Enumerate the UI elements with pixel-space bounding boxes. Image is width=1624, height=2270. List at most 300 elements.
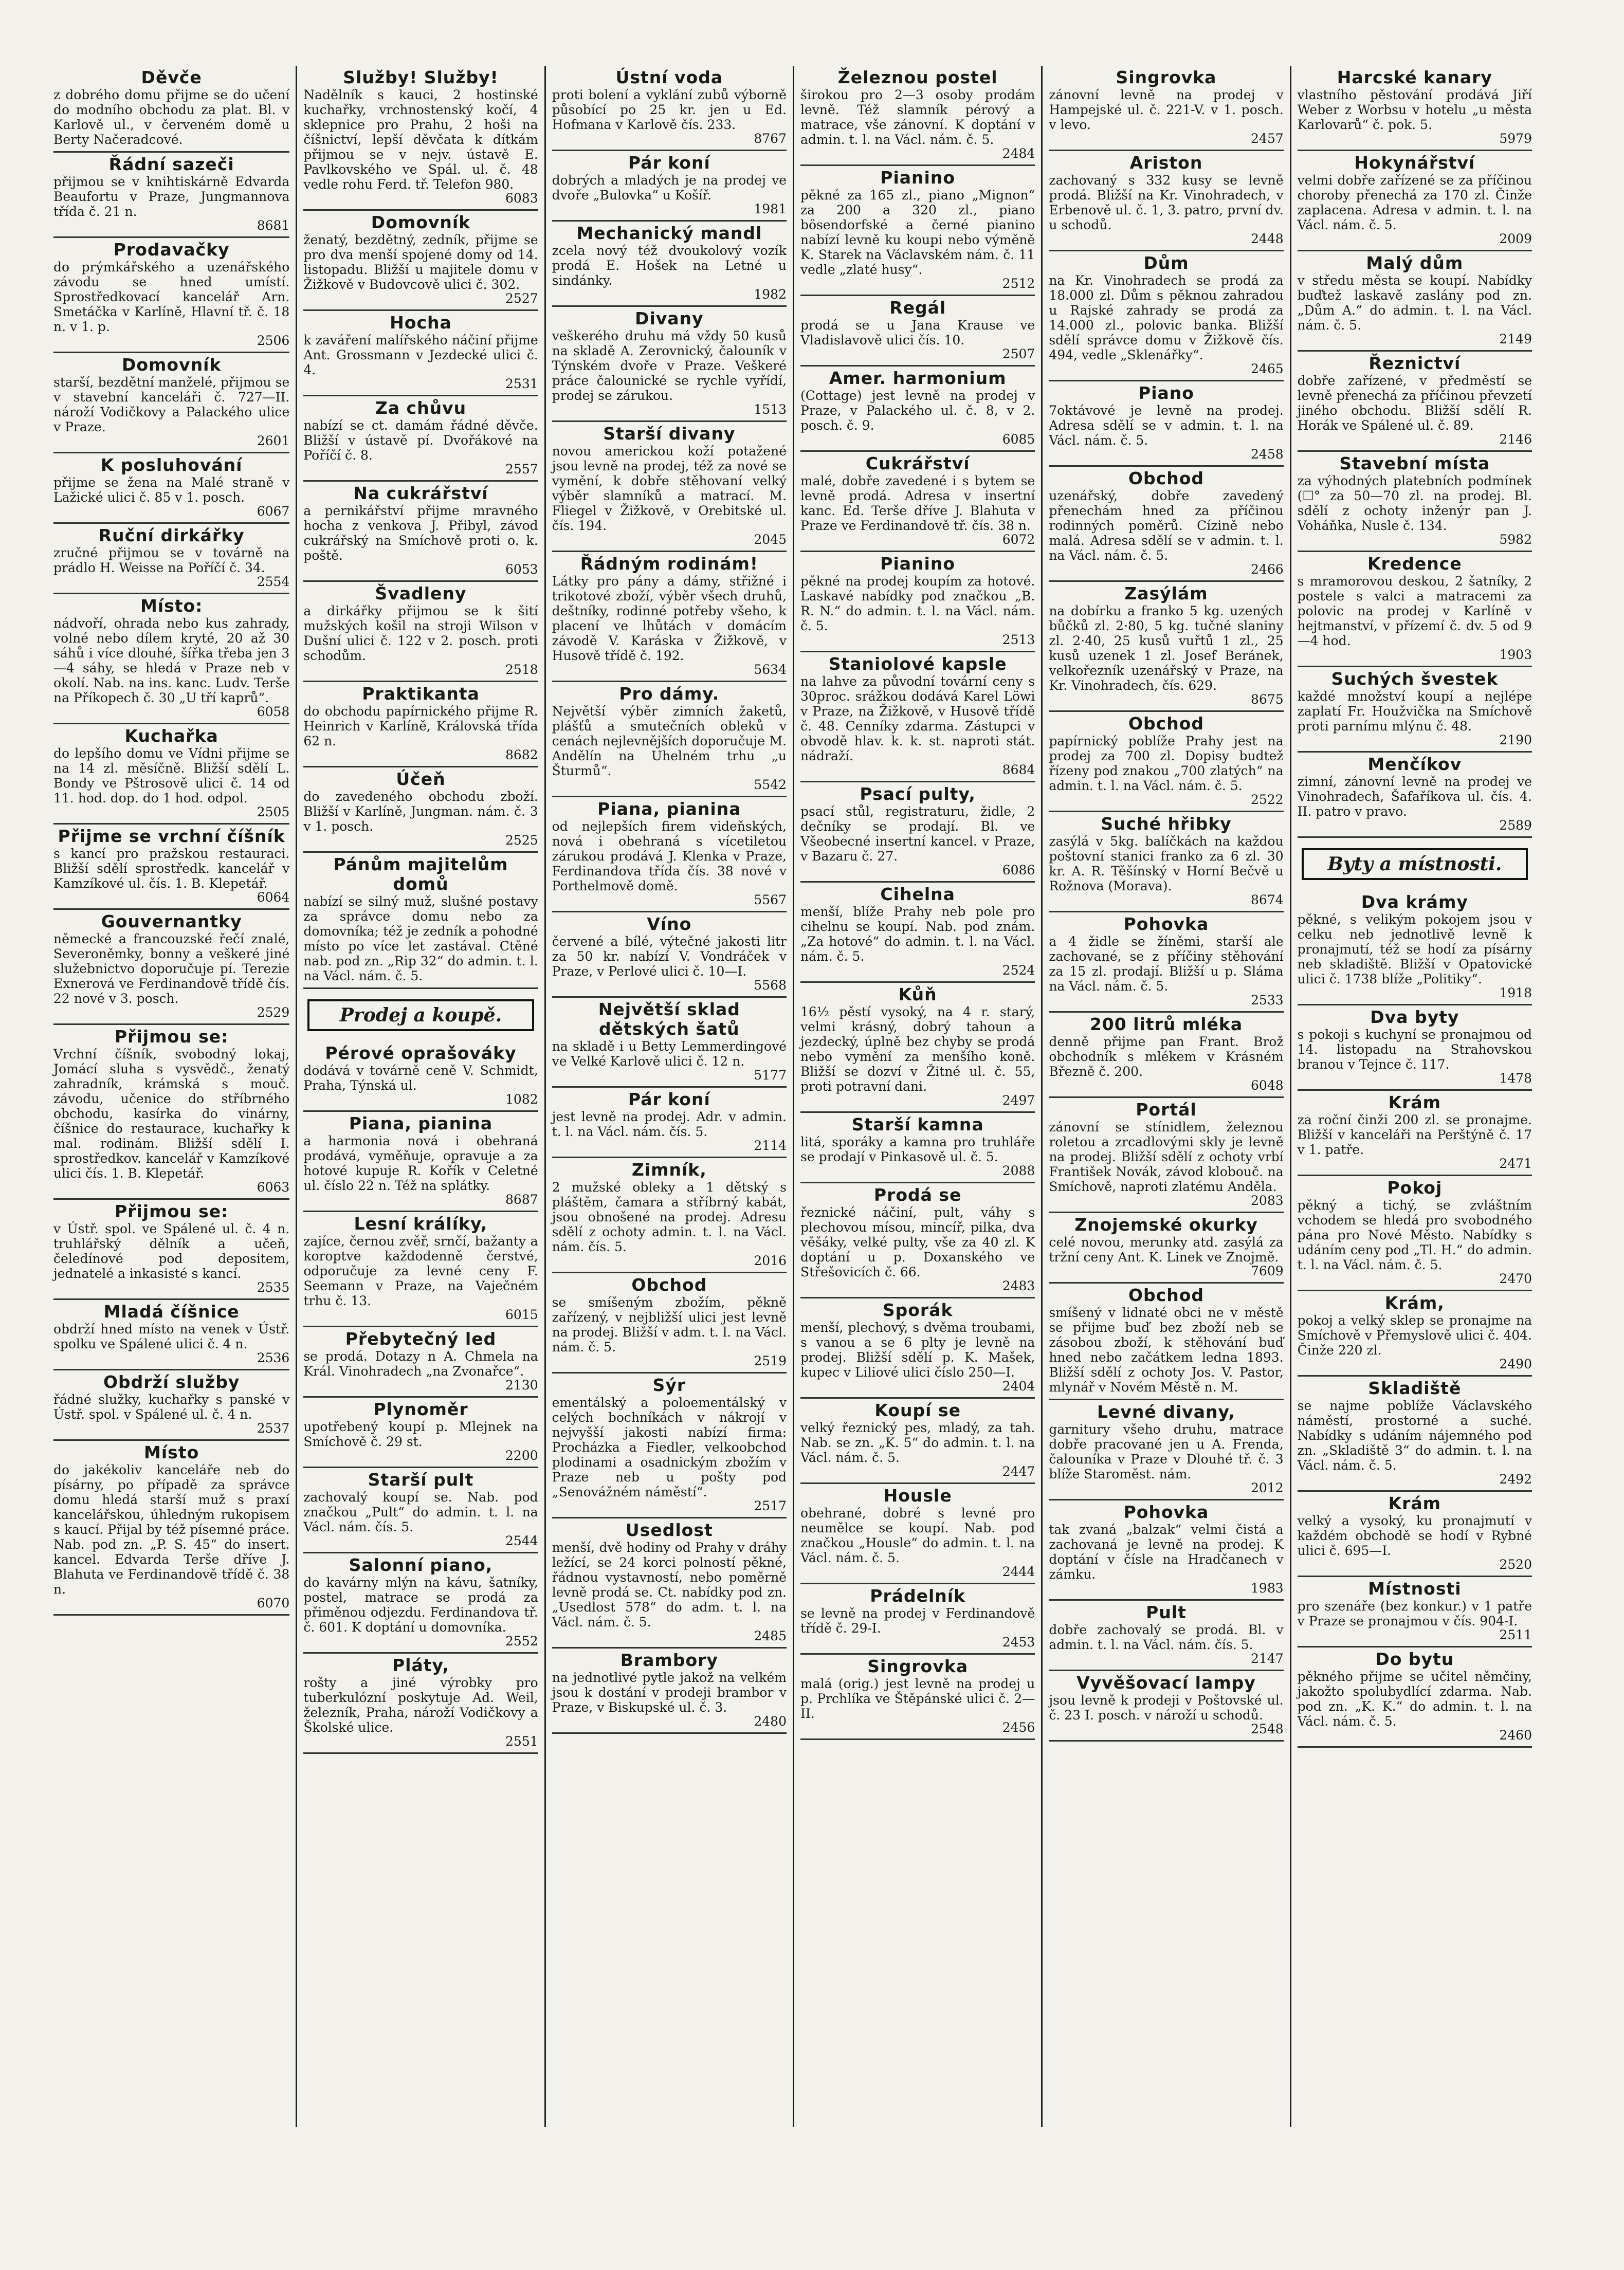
ad-number: 2557 (505, 462, 538, 477)
ad-number: 2447 (1002, 1464, 1035, 1479)
ad-heading: Pohovka (1123, 914, 1209, 934)
ad-text: zimní, zánovní levně na prodej ve Vinohradech, Šafaříkova ul. čís. 4. II. patro v pravo. (1297, 774, 1532, 819)
ad-text: litá, sporáky a kamna pro truhláře se prodají v Pinkasově ul. č. 5. (800, 1134, 1035, 1164)
ad-heading: Malý dům (1366, 253, 1464, 273)
ad-text: řádné služky, kuchařky s panské v Ústř. spol. v Spálené ul. č. 4 n. (53, 1392, 290, 1422)
ad-heading: Salonní piano, (349, 1555, 493, 1575)
ad-heading: Gouvernantky (101, 911, 242, 931)
ad-text: nabízí se silný muž, slušné postavy za správce domu nebo za domovníka; též je zedník a pohodné místo po více let zastával. Ctěné nab. pod zn. „Rip 32“ do admin. t. l. na Václ. nám. č. 5. (303, 894, 538, 983)
classified-ad (1049, 467, 1283, 582)
ad-heading: Obchod (1128, 713, 1204, 734)
classified-ad (1298, 1377, 1532, 1492)
ad-text: každé množství koupí a nejlépe zaplatí Fr. Houžvička na Smíchově proti parnímu mlýnu č. 48. (1297, 689, 1532, 734)
classified-ad (53, 524, 289, 594)
ad-text: se najme poblíže Václavského náměstí, prostorné a suché. Nabídky s udáním nájemného pod zn. „Skladiště 3“ do admin. t. l. na Václ. nám. č. 5. (1297, 1398, 1532, 1473)
column-6 (1290, 66, 1538, 2127)
ad-number: 2016 (754, 1253, 787, 1268)
ad-number: 2506 (257, 333, 290, 348)
classified-ad (552, 151, 787, 222)
ad-text: nabízí se ct. damám řádné děvče. Bližší v ústavě pí. Dvořákové na Poříčí č. 8. (303, 418, 538, 463)
ad-heading: Ústní voda (615, 67, 723, 87)
ad-number: 2130 (505, 1378, 538, 1393)
ad-number: 1981 (754, 202, 787, 216)
ad-heading: Suché hřibky (1101, 814, 1232, 834)
ad-heading: Ariston (1129, 153, 1203, 173)
ad-text: v středu města se koupí. Nabídky buďtež laskavě zaslány pod zn. „Dům A.“ do admin. t. l. na Václ. nám. č. 5. (1297, 273, 1532, 333)
ad-text: prodá se u Jana Krause ve Vladislavově ulici čís. 10. (800, 318, 1035, 347)
classified-ad (53, 594, 289, 724)
ad-text: do prýmkářského a uzenářského závodu se hned umístí. Sprostředkovací kancelář Arn. Smetáčka v Karlíně, Hlavní tř. č. 18 n. v 1. p. (53, 260, 290, 334)
ad-text: za roční činži 200 zl. se pronajme. Bližší v kanceláři na Perštýně č. 17 v 1. patře. (1297, 1112, 1532, 1157)
ad-heading: Pánům majitelům domů (333, 854, 508, 894)
ad-heading: Místo (144, 1442, 199, 1462)
ad-text: malé, dobře zavedené i s bytem se levně prodá. Adresa v insertní kanc. Ed. Terše dříve J. Blahuta v Praze ve Ferdinandově tř. čís. 38 n. (800, 473, 1035, 533)
ad-number: 2460 (1499, 1728, 1532, 1743)
ad-heading: Pianino (880, 168, 956, 188)
classified-ad (1049, 1284, 1283, 1400)
ad-heading: Piana, pianina (597, 799, 741, 819)
classified-ad (303, 66, 538, 211)
ad-text: denně přijme pan Frant. Brož obchodník s mlékem v Krásném Březně č. 200. (1049, 1034, 1284, 1079)
ad-number: 2512 (1002, 276, 1035, 291)
ad-number: 2012 (1251, 1480, 1284, 1495)
ad-number: 2511 (1499, 1627, 1532, 1642)
ad-heading: Účeň (396, 769, 446, 789)
ad-number: 2536 (257, 1350, 290, 1365)
column-3 (544, 66, 793, 2127)
ad-number: 6085 (1002, 432, 1035, 447)
ad-number: 5634 (754, 662, 787, 677)
classified-ad (53, 238, 289, 353)
ad-number: 6053 (505, 562, 538, 577)
classified-ad (303, 311, 538, 396)
classified-ad (552, 222, 787, 307)
ad-number: 2458 (1251, 447, 1284, 462)
ad-number: 2518 (505, 662, 538, 677)
classified-ad (800, 166, 1035, 296)
column-1 (47, 66, 296, 2127)
ad-number: 1983 (1251, 1581, 1284, 1596)
column-2 (296, 66, 544, 2127)
classified-ad (303, 582, 538, 682)
ad-number: 7609 (1251, 1264, 1284, 1278)
ad-heading: Harcské kanary (1337, 67, 1492, 87)
ad-text: od nejlepších firem videňských, nová i obehraná s vícetiletou zárukou prodává J. Klenka v Praze, Ferdinandova třída čís. 38 nové v Porthelmově domě. (552, 819, 787, 893)
ad-number: 2537 (257, 1421, 290, 1436)
ad-heading: Suchých švestek (1331, 669, 1499, 689)
ad-text: 16½ pěstí vysoký, na 4 r. starý, velmi krásný, dobrý tahoun a jezdecký, úplně bez chyby se prodá nebo vymění za menšího koně. Bližší se dozví v Žitné ul. č. 55, proti potravní dani. (800, 1004, 1035, 1094)
ad-text: do lepšího domu ve Vídni přijme se na 14 zl. měsíčně. Bližší sdělí L. Bondy ve Pštrosově ulici č. 14 od 11. hod. dop. do 1 hod. odpol. (53, 746, 290, 806)
ad-heading: Kuchařka (124, 726, 218, 746)
ad-heading: Mechanický mandl (576, 223, 762, 243)
ad-number: 8687 (505, 1192, 538, 1207)
ad-heading: Pár koní (628, 1089, 710, 1109)
ad-number: 8681 (257, 218, 290, 233)
ad-text: ementálský a poloementálský v celých bochníkách v nákrojí v nejvyšší jakosti nabízí firma: Procházka a Fiedler, velkoobchod plodinami a osadnickým zbožím v Praze neb u pošty pod „Senovážném náměstí“. (552, 1395, 787, 1499)
ad-heading: Mladá číšnice (103, 1302, 240, 1322)
ad-number: 2149 (1499, 332, 1532, 346)
ad-text: zasýlá v 5kg. balíčkách na každou poštovní stanici franko za 6 zl. 30 kr. A. R. Těšínský v Horní Bečvě u Rožnova (Morava). (1049, 834, 1284, 893)
ad-number: 2520 (1499, 1557, 1532, 1572)
classified-ad (1298, 1005, 1532, 1091)
ad-text: a dirkářky přijmou se k šití mužských košil na stroji Wilson v Dušní ulici č. 122 v 2. posch. proti schodům. (303, 603, 538, 663)
ad-heading: Na cukrářství (353, 483, 488, 503)
classified-ad (800, 983, 1035, 1113)
ad-text: do kavárny mlýn na kávu, šatníky, postel, matrace se prodá za přiměnou odjezdu. Ferdinandova tř. č. 601. K doptání u domovníka. (303, 1575, 538, 1635)
ad-heading: Přijmou se: (114, 1201, 229, 1221)
ad-text: smíšený v lidnaté obci ne v městě se přijme buď bez zboží neb se zásobou zboží, k stěhování buď hned nebo začátkem ledna 1893. Bližší sdělí z ochoty Jos. V. Pastor, mlynář v Novém Městě n. M. (1049, 1305, 1284, 1395)
ad-text: vlastního pěstování prodává Jiří Weber z Worbsu v hotelu „u města Karlovarů“ č. pok. 5. (1297, 87, 1532, 132)
classified-ad (552, 912, 787, 998)
ad-number: 8675 (1251, 692, 1284, 707)
ad-number: 8684 (1002, 762, 1035, 777)
classified-ad (303, 1468, 538, 1553)
ad-text: Látky pro pány a dámy, střižné i trikotové zboží, výběr všech druhů, deštníky, rodinné potřeby všeho, k placení ve lhůtách v domácím závodě V. Karáska v Žižkově, v Husově třídě č. 192. (552, 574, 787, 663)
ad-number: 2601 (257, 433, 290, 448)
classified-ad (800, 1298, 1035, 1399)
ad-text: menší, dvě hodiny od Prahy v dráhy ležící, se 24 korci polností pěkné, řádnou vystavností, nebo poměrně levně prodá se. Ct. nabídky pod zn. „Usedlost 578“ do adm. t. l. na Václ. nám. č. 5. (552, 1540, 787, 1630)
ad-text: velký a vysoký, ku pronajmutí v každém obchodě se hodí v Rybné ulici č. 695—I. (1297, 1513, 1532, 1558)
columns (47, 66, 1538, 2127)
classified-ad (53, 1200, 289, 1300)
ad-text: s kancí pro pražskou restauraci. Bližší sdělí sprostředk. kancelář v Kamzíkové ul. čís. 1. B. Klepetář. (53, 846, 290, 891)
ad-text: zajíce, černou zvěř, srnčí, bažanty a koroptve každodenně čerstvé, odporučuje za levné ceny F. Seemann v Praze, na Vaječném trhu č. 13. (303, 1234, 538, 1308)
ad-heading: Přebytečný led (345, 1329, 497, 1349)
classified-ad (800, 1484, 1035, 1584)
ad-number: 2465 (1251, 361, 1284, 376)
ad-text: zánovní se stínidlem, železnou roletou a zrcadlovými skly je levně na prodej. Bližší sdělí z ochoty vrbí František Novák, závod klobouč. na Smíchově, naproti zlatému Anděla. (1049, 1120, 1284, 1194)
ad-text: 7oktávové je levně na prodej. Adresa sdělí se v admin. t. l. na Václ. nám. č. 5. (1049, 403, 1284, 448)
ad-text: upotřebený koupí p. Mlejnek na Smíchově č. 29 st. (303, 1419, 538, 1449)
ad-heading: Řeznictví (1368, 353, 1461, 373)
ad-heading: Dva byty (1370, 1007, 1459, 1027)
classified-ad (1298, 151, 1532, 251)
classified-ad (1049, 812, 1283, 912)
ad-text: malá (orig.) jest levně na prodej u p. Prchlíka ve Štěpánské ulici č. 2—II. (800, 1676, 1035, 1721)
ad-number: 6070 (257, 1596, 290, 1610)
ad-text: zachovaný s 332 kusy se levně prodá. Bližší na Kr. Vinohradech, v Erbenově ul. č. 1, 3. patro, první dv. u schodů. (1049, 173, 1284, 232)
ad-text: proti bolení a vyklání zubů výborně působící po 25 kr. jen u Ed. Hofmana v Karlově čís. 233. (552, 87, 787, 132)
classified-ad (552, 1518, 787, 1649)
classified-ad (303, 1654, 538, 1754)
classified-ad (1049, 1500, 1283, 1601)
classified-ad (1049, 1671, 1283, 1742)
ad-heading: Krám, (1384, 1293, 1445, 1313)
ad-number: 5979 (1499, 131, 1532, 146)
ad-number: 2453 (1002, 1635, 1035, 1650)
ad-heading: Přijme se vrchní číšník (58, 826, 285, 846)
classified-ad (1049, 712, 1283, 812)
ad-number: 2548 (1251, 1722, 1284, 1736)
classified-ad (1298, 1091, 1532, 1176)
classified-ad (1298, 1176, 1532, 1291)
ad-heading: Zimník, (631, 1160, 707, 1180)
ad-text: širokou pro 2—3 osoby prodám levně. Též slamník pérový a matrace, vše zánovní. K doptání v admin. t. l. na Václ. nám. č. 5. (800, 87, 1035, 147)
classified-ad (552, 1649, 787, 1734)
ad-heading: Železnou postel (837, 67, 998, 87)
ad-heading: Praktikanta (362, 684, 480, 704)
ad-heading: Usedlost (625, 1520, 713, 1540)
ad-heading: Prádelník (870, 1586, 966, 1606)
ad-heading: Za chůvu (375, 398, 467, 418)
ad-heading: Singrovka (1116, 67, 1217, 87)
ad-number: 2088 (1002, 1163, 1035, 1178)
ad-text: pěkného přijme se učitel němčiny, jakožto spolubydlící zdarma. Nab. pod zn. „K. K.“ do admin. t. l. na Václ. nám. č. 5. (1297, 1669, 1532, 1729)
ad-heading: Řádní sazeči (108, 154, 234, 174)
ad-text: z dobrého domu přijme se do učení do modního obchodu za plat. Bl. v Karlově ul., v červeném domě u Berty Načeradcové. (53, 87, 290, 147)
classified-ad (1049, 151, 1283, 251)
ad-heading: Místo: (140, 596, 203, 616)
ad-number: 2497 (1002, 1093, 1035, 1108)
ad-heading: Stavební místa (1339, 453, 1490, 473)
ad-number: 2114 (754, 1138, 787, 1153)
ad-text: se levně na prodej v Ferdinandově třídě č. 29-I. (800, 1606, 1035, 1636)
ad-heading: Koupí se (874, 1400, 961, 1420)
ad-heading: Dva krámy (1361, 892, 1468, 912)
ad-number: 2505 (257, 804, 290, 819)
ad-text: menší, blíže Prahy neb pole pro cihelnu se koupí. Nab. pod znám. „Za hotové“ do admin. t. l. na Václ. nám. č. 5. (800, 904, 1035, 964)
section-banner-prodej: Prodej a koupě. (307, 999, 534, 1031)
ad-heading: Plynoměr (373, 1399, 468, 1419)
ad-number: 2190 (1499, 733, 1532, 747)
classified-ad (1298, 251, 1532, 352)
ad-number: 6064 (257, 890, 290, 905)
ad-text: Největší výběr zimních žaketů, plášťů a smutečních obleků v cenách nejlevnějších doporučuje M. Andělín na Uhelném trhu „u Šturmů“. (552, 704, 787, 778)
ad-text: se smíšeným zbožím, pěkně zařízený, v nejbližší ulici jest levně na prodej. Bližší v adm. t. l. na Václ. nám. č. 5. (552, 1295, 787, 1354)
classified-ad (1049, 381, 1283, 467)
ad-text: obehrané, dobré s levné pro neumělce se koupí. Nab. pod značkou „Housle“ do admin. t. l. na Václ. nám. č. 5. (800, 1506, 1035, 1565)
ad-number: 2484 (1002, 146, 1035, 161)
classified-ad (552, 1374, 787, 1518)
ad-text: a pernikářství přijme mravného hocha z venkova J. Přibyl, závod cukrářský na Smíchově proti o. k. poště. (303, 503, 538, 563)
classified-ad (552, 797, 787, 912)
ad-number: 1478 (1499, 1071, 1532, 1086)
ad-heading: Obdrží služby (103, 1372, 240, 1392)
ad-text: nádvoří, ohrada nebo kus zahrady, volné nebo dílem kryté, 20 až 30 sáhů i více dlouhé, šířka třeba jen 3—4 sáhy, se hledá v Praze neb v okolí. Nab. na ins. kanc. Ludv. Terše na Příkopech č. 30 „U tří kaprů“. (53, 616, 290, 705)
ad-number: 2535 (257, 1280, 290, 1295)
ad-text: jsou levně k prodeji v Poštovské ul. č. 23 I. posch. v nároží u schodů. (1049, 1693, 1284, 1723)
ad-number: 6058 (257, 704, 290, 719)
classified-ad (552, 552, 787, 682)
ad-number: 2544 (505, 1533, 538, 1548)
ad-number: 2507 (1002, 346, 1035, 361)
ad-heading: Cihelna (880, 884, 955, 904)
classified-ad (303, 682, 538, 767)
classified-ad (53, 910, 289, 1025)
ad-text: s pokoji s kuchyní se pronajmou od 14. listopadu na Strahovskou branou v Tejnce č. 117. (1297, 1027, 1532, 1072)
ad-text: do obchodu papírnického přijme R. Heinrich v Karlíně, Královská třída 62 n. (303, 704, 538, 748)
ad-number: 2522 (1251, 792, 1284, 807)
ad-number: 2444 (1002, 1564, 1035, 1579)
ad-heading: Divany (635, 308, 704, 328)
ad-heading: Singrovka (867, 1656, 969, 1676)
ad-text: velký řeznický pes, mladý, za tah. Nab. se zn. „K. 5“ do admin. t. l. na Václ. nám. č. 5. (800, 1420, 1035, 1465)
ad-heading: Do bytu (1375, 1649, 1454, 1669)
classified-ad (53, 724, 289, 825)
ad-text: ženatý, bezdětný, zedník, přijme se pro dva menší spojené domy od 14. listopadu. Bližší u majitele domu v Žižkově v Budovcově ulici č. 302. (303, 232, 538, 292)
classified-ad (303, 1553, 538, 1654)
classified-ad (552, 682, 787, 797)
ad-heading: Ruční dirkářky (98, 525, 245, 545)
ad-heading: Cukrářství (865, 453, 970, 473)
classified-ad (552, 66, 787, 151)
ad-text: menší, plechový, s dvěma troubami, s vanou a se 6 plty je levně na prodej. Bližší sdělí p. K. Mašek, kupec v Liliové ulici číslo 250—I. (800, 1320, 1035, 1380)
ad-text: velmi dobře zařízené se za příčinou choroby přenechá za 170 zl. Činže zaplacena. Adresa v admin. t. l. na Václ. nám. č. 5. (1297, 173, 1532, 232)
classified-ad (53, 1300, 289, 1370)
ad-heading: Regál (889, 298, 946, 318)
classified-ad (800, 452, 1035, 552)
classified-ad (800, 367, 1035, 452)
classified-ad (1298, 552, 1532, 667)
ad-text: dobrých a mladých je na prodej ve dvoře „Bulovka“ u Košíř. (552, 173, 787, 203)
ad-heading: Sporák (882, 1300, 953, 1320)
ad-heading: Největší sklad dětských šatů (598, 999, 740, 1039)
ad-text: na lahve za původní tovární ceny s 30proc. srážkou dodává Karel Löwi v Praze, na Žižkově, v Husově třídě č. 48. Cenníky zdarma. Zástupci v obvodě hlav. k. k. st. naproti stát. nádraží. (800, 674, 1035, 763)
ad-heading: Pult (1146, 1602, 1187, 1622)
ad-text: přijme se žena na Malé straně v Lažické ulici č. 85 v 1. posch. (53, 475, 290, 505)
ad-number: 2554 (257, 574, 290, 589)
classified-ad (800, 1183, 1035, 1298)
classified-ad (1049, 912, 1283, 1013)
ad-number: 2045 (754, 532, 787, 547)
ad-number: 2471 (1499, 1156, 1532, 1171)
classified-ad (303, 1212, 538, 1327)
ad-heading: Piana, pianina (349, 1113, 493, 1133)
ad-number: 6063 (257, 1180, 290, 1195)
ad-heading: Obchod (1128, 468, 1204, 488)
ad-heading: Pokoj (1387, 1178, 1443, 1198)
ad-text: do jakékoliv kanceláře neb do písárny, po případě za správce domu hledá starší muž s praxí kancelářskou, úhledným rukopisem s kaucí. Přijal by též písemné práce. Nab. pod zn. „P. S. 45“ do insert. kancel. Edvarda Terše dříve J. Blahuta ve Ferdinandově třídě č. 38 n. (53, 1462, 290, 1597)
ad-heading: Krám (1388, 1493, 1441, 1513)
ad-number: 2531 (505, 376, 538, 391)
ad-heading: Pár koní (628, 153, 710, 173)
ad-number: 2480 (754, 1714, 787, 1729)
ad-text: zcela nový též dvoukolový vozík prodá E. Hošek na Letné u sindánky. (552, 243, 787, 288)
classified-ad (303, 396, 538, 482)
ad-heading: Obchod (1128, 1285, 1204, 1305)
classified-ad (53, 353, 289, 453)
ad-number: 1918 (1499, 985, 1532, 1000)
ad-text: tak zvaná „balzak“ velmi čistá a zachovaná je levně na prodej. K doptání v čísle na Hradčanech v zámku. (1049, 1522, 1284, 1582)
classified-ad (1298, 452, 1532, 552)
column-4 (793, 66, 1041, 2127)
classified-ad (303, 482, 538, 582)
classified-ad (303, 853, 538, 989)
classified-ad (552, 422, 787, 552)
ad-heading: Kredence (1367, 554, 1462, 574)
ad-heading: Vyvěšovací lampy (1076, 1673, 1256, 1693)
ad-text: (Cottage) jest levně na prodej v Praze, v Palackého ul. č. 8, v 2. posch. č. 9. (800, 388, 1035, 433)
ad-text: papírnický poblíže Prahy jest na prodej za 700 zl. Dopisy budtež řízeny pod znakou „700 zlatých“ na admin. t. l. na Václ. nám. č. 5. (1049, 734, 1284, 793)
ad-heading: Levné divany, (1097, 1402, 1235, 1422)
ad-text: s mramorovou deskou, 2 šatníky, 2 postele s valci a matracemi za polovic na prodej v Karlíně v hejtmanství, v přízemí č. dv. 5 od 9—4 hod. (1297, 574, 1532, 648)
classified-ad (53, 1370, 289, 1441)
classified-ad (800, 782, 1035, 883)
ad-number: 6086 (1002, 863, 1035, 877)
classified-ad (800, 296, 1035, 367)
ad-text: veškerého druhu má vždy 50 kusů na skladě A. Zerovnický, čalouník v Týnském dvoře v Praze. Veškeré práce čalounické se rychle vyřídí, prodej se zárukou. (552, 328, 787, 403)
ad-text: obdrží hned místo na venek v Ústř. spolku ve Spálené ulici č. 4 n. (53, 1322, 290, 1351)
ad-heading: Domovník (121, 355, 222, 375)
ad-text: pěkný a tichý, se zvláštním vchodem se hledá pro svobodného pána pro Nové Město. Nabídky s udáním ceny pod „Tl. H.“ do admin. t. l. na Václ. nám. č. 5. (1297, 1198, 1532, 1272)
ad-heading: Domovník (371, 212, 471, 232)
ad-heading: Místnosti (1368, 1579, 1462, 1599)
ad-heading: Hocha (390, 313, 452, 333)
ad-text: zachovalý koupí se. Nab. pod značkou „Pult“ do admin. t. l. na Václ. nám. čís. 5. (303, 1490, 538, 1534)
ad-heading: Lesní králíky, (354, 1214, 488, 1234)
classified-ad (1049, 66, 1283, 151)
ad-heading: K posluhování (100, 455, 243, 475)
classified-ad (1049, 582, 1283, 712)
ad-number: 2589 (1499, 818, 1532, 833)
ad-heading: Řádným rodinám! (580, 554, 758, 574)
ad-text: na dobírku a franko 5 kg. uzených bůčků zl. 2·80, 5 kg. tučné slaniny zl. 2·40, 25 kusů vuřtů 1 zl., 25 kusů uzenek 1 zl. Josef Beránek, velkořezník uzenářský v Praze, na Kr. Vinohradech, čís. 629. (1049, 603, 1284, 693)
ad-number: 1513 (754, 402, 787, 417)
classified-ad (1298, 1492, 1532, 1577)
ad-number: 2533 (1251, 993, 1284, 1008)
ad-text: zručné přijmou se v továrně na prádlo H. Weisse na Poříčí č. 34. (53, 545, 290, 575)
ad-number: 2466 (1251, 562, 1284, 577)
ad-heading: Děvče (141, 67, 202, 87)
ad-text: garnitury všeho druhu, matrace dobře pracované jen u A. Frenda, čalouníka v Praze v Dlouhé tř. č. 3 blíže Staroměst. nám. (1049, 1422, 1284, 1481)
ad-number: 2457 (1251, 131, 1284, 146)
ad-text: dodává v továrně ceně V. Schmidt, Praha, Týnská ul. (303, 1063, 538, 1093)
classified-ad (1298, 1577, 1532, 1647)
ad-number: 2490 (1499, 1357, 1532, 1371)
classified-ad (800, 66, 1035, 166)
ad-text: německé a francouzské řečí znalé, Severoněmky, bonny a veškeré jiné služebnictvo doporučuje pí. Terezie Exnerová ve Ferdinandově třídě čís. 22 nové v 3. posch. (53, 931, 290, 1006)
ad-text: pěkné za 165 zl., piano „Mignon“ za 200 a 320 zl., piano bösendorfské a černé pianino nabízí levně ku koupi nebo výměně K. Starek na Václavském nám. č. 11 vedle „zlaté husy“. (800, 188, 1035, 277)
ad-number: 1903 (1499, 647, 1532, 662)
ad-number: 2485 (754, 1628, 787, 1643)
ad-heading: Obchod (631, 1275, 707, 1295)
ad-number: 2146 (1499, 432, 1532, 447)
ad-heading: Starší pult (368, 1470, 474, 1490)
classified-ad (800, 1584, 1035, 1655)
ad-heading: Pláty, (392, 1655, 449, 1675)
ad-heading: Staniolové kapsle (828, 654, 1007, 674)
ad-number: 8682 (505, 747, 538, 762)
ad-heading: Portál (1136, 1100, 1197, 1120)
ad-number: 2529 (257, 1005, 290, 1020)
ad-heading: Starší divany (603, 424, 736, 444)
classified-ad (53, 153, 289, 238)
ad-text: novou americkou koží potažené jsou levně na prodej, též za nové se vymění, k dobře stěhovaní velký výběr slamníků a matrací. M. Fliegel v Žižkově, v Orebitské ul. čís. 194. (552, 444, 787, 533)
ad-heading: Přijmou se: (114, 1027, 229, 1047)
ad-number: 2519 (754, 1353, 787, 1368)
ad-text: dobře zachovalý se prodá. Bl. v admin. t. l. na Václ. nám. čís. 5. (1049, 1622, 1284, 1652)
ad-text: pro szenáře (bez konkur.) v 1 patře v Praze se pronajmou v čís. 904-I. (1297, 1599, 1532, 1628)
ad-heading: Skladiště (1368, 1378, 1462, 1398)
column-5 (1041, 66, 1289, 2127)
ad-number: 2552 (505, 1634, 538, 1649)
classified-ad (303, 211, 538, 311)
ad-heading: Zasýlám (1124, 583, 1208, 603)
ad-number: 2492 (1499, 1472, 1532, 1487)
ad-number: 6083 (505, 191, 538, 206)
classified-ad (53, 825, 289, 910)
ad-heading: Piano (1138, 383, 1194, 403)
ad-number: 6067 (257, 504, 290, 519)
ad-number: 2527 (505, 291, 538, 306)
classified-ad (800, 883, 1035, 983)
classified-ad (1049, 1400, 1283, 1500)
ad-heading: Znojemské okurky (1074, 1215, 1258, 1235)
classified-ad (1298, 1647, 1532, 1748)
ad-number: 2404 (1002, 1379, 1035, 1394)
ad-text: jest levně na prodej. Adr. v admin. t. l. na Václ. nám. čís. 5. (552, 1109, 787, 1139)
classified-ad (53, 66, 289, 153)
